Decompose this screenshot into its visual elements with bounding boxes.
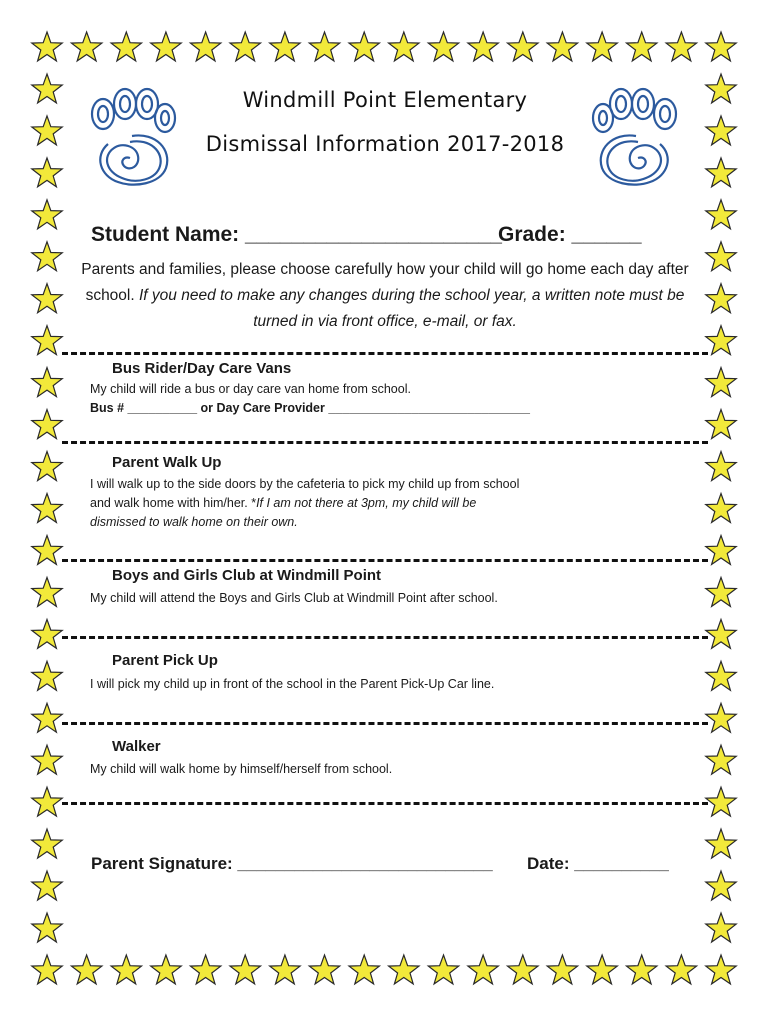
star-icon [32, 703, 62, 732]
star-icon [706, 284, 736, 313]
star-icon [627, 32, 657, 61]
star-icon [706, 32, 736, 61]
section-title-walker: Walker [112, 738, 161, 755]
star-icon [230, 32, 261, 61]
star-icon [706, 326, 736, 355]
star-icon [71, 32, 102, 61]
star-icon [32, 326, 62, 355]
star-icon [151, 955, 182, 984]
star-icon [428, 32, 458, 61]
intro-paragraph [80, 257, 690, 335]
star-icon [666, 955, 697, 984]
section-title-bus-rider: Bus Rider/Day Care Vans [112, 360, 292, 377]
walk-up-note: dismissed to walk home on their own. [90, 515, 298, 529]
divider [62, 802, 708, 805]
star-icon [706, 410, 736, 439]
star-icon [32, 368, 62, 397]
star-icon [706, 703, 736, 732]
date-field[interactable]: Date: __________ [527, 854, 669, 873]
section-text-boys-girls-club: My child will attend the Boys and Girls Club at Windmill Point after school. [90, 591, 498, 605]
section-text-parent-walk-up: I will walk up to the side doors by the cafeteria to pick my child up from school [90, 477, 520, 491]
section-title-parent-walk-up: Parent Walk Up [112, 454, 222, 471]
walk-up-note: If I am not there at 3pm, my child will be [256, 496, 477, 510]
star-icon [309, 955, 339, 984]
star-icon [706, 242, 736, 271]
star-icon [32, 200, 62, 229]
star-icon [32, 871, 62, 900]
star-icon [706, 955, 736, 984]
star-icon [706, 158, 736, 187]
star-icon [230, 955, 261, 984]
star-icon [190, 955, 220, 984]
star-icon [32, 577, 62, 606]
star-icon [111, 32, 141, 61]
star-icon [706, 745, 736, 774]
star-icon [32, 619, 62, 648]
star-icon [706, 494, 736, 523]
star-icon [32, 661, 62, 690]
star-icon [349, 955, 379, 984]
section-title-parent-pick-up: Parent Pick Up [112, 652, 218, 669]
star-icon [468, 955, 498, 984]
section-text-parent-walk-up [90, 494, 476, 513]
star-icon [706, 913, 736, 942]
star-icon [270, 32, 300, 61]
star-icon [32, 787, 62, 816]
section-text-walker: My child will walk home by himself/herself from school. [90, 762, 393, 776]
star-icon [32, 829, 62, 858]
star-icon [389, 32, 419, 61]
section-title-boys-girls-club: Boys and Girls Club at Windmill Point [112, 567, 382, 584]
star-icon [32, 913, 62, 942]
star-icon [627, 955, 657, 984]
bus-daycare-fields[interactable]: Bus # __________ or Day Care Provider _____________________________ [90, 401, 530, 415]
star-icon [71, 955, 102, 984]
star-icon [32, 32, 62, 61]
student-name-field[interactable]: Student Name: ______________________ [91, 223, 502, 246]
star-icon [587, 955, 618, 984]
star-icon [706, 871, 736, 900]
divider [62, 352, 708, 355]
star-icon [706, 661, 736, 690]
section-text-bus-rider: My child will ride a bus or day care van home from school. [90, 382, 411, 396]
section-text-parent-pick-up: I will pick my child up in front of the school in the Parent Pick-Up Car line. [90, 677, 495, 691]
star-icon [32, 410, 62, 439]
intro-note: If you need to make any changes during the school year, a written note must be turned in via front office, e-mail, or fax. [139, 287, 685, 330]
star-icon [428, 955, 458, 984]
divider [62, 722, 708, 725]
star-icon [706, 452, 736, 481]
star-icon [508, 32, 539, 61]
star-icon [508, 955, 539, 984]
star-icon [706, 829, 736, 858]
star-icon [32, 955, 62, 984]
section-text-line: and walk home with him/her. * [90, 496, 257, 510]
star-icon [270, 955, 300, 984]
star-icon [190, 32, 220, 61]
star-icon [547, 32, 577, 61]
star-icon [32, 745, 62, 774]
star-icon [32, 158, 62, 187]
star-icon [468, 32, 498, 61]
star-icon [587, 32, 618, 61]
star-icon [706, 368, 736, 397]
star-icon [309, 32, 339, 61]
star-icon [349, 32, 379, 61]
divider [62, 636, 708, 639]
star-icon [32, 452, 62, 481]
intro-text: Parents and families, please choose carefully how your child will go home each day after school. [81, 261, 689, 304]
star-icon [706, 577, 736, 606]
page-title: Dismissal Information 2017-2018 [205, 132, 565, 156]
star-icon [32, 242, 62, 271]
school-name: Windmill Point Elementary [242, 88, 528, 112]
star-icon [32, 494, 62, 523]
star-icon [706, 536, 736, 565]
star-icon [706, 619, 736, 648]
star-icon [666, 32, 697, 61]
star-icon [706, 200, 736, 229]
star-icon [111, 955, 141, 984]
star-icon [32, 284, 62, 313]
star-icon [547, 955, 577, 984]
parent-signature-field[interactable]: Parent Signature: ___________________________ [91, 854, 493, 873]
divider [62, 441, 708, 444]
star-icon [151, 32, 182, 61]
divider [62, 559, 708, 562]
star-icon [32, 536, 62, 565]
star-icon [389, 955, 419, 984]
star-icon [706, 787, 736, 816]
grade-field[interactable]: Grade: ______ [498, 223, 642, 246]
